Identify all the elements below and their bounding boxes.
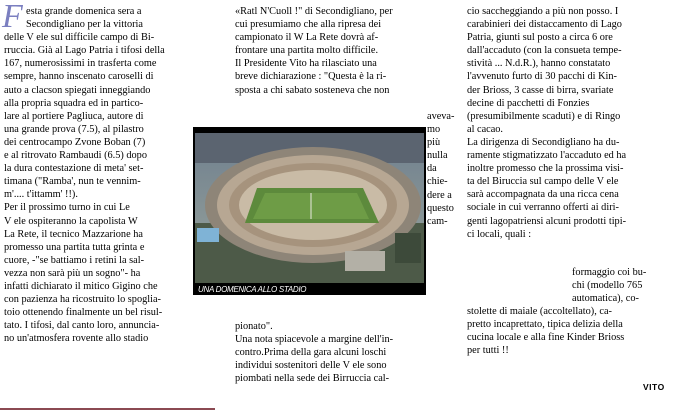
column-2-right-wrap bbox=[427, 110, 457, 228]
column-2-bottom bbox=[235, 320, 445, 385]
text-line: una grande prova (7.5), al pilastro bbox=[4, 123, 144, 135]
text-line: sociale in cui verranno offerti ai diri- bbox=[467, 202, 619, 214]
column-2-top bbox=[235, 5, 445, 97]
text-line: infatti dichiarato il mitico Gigino che bbox=[4, 280, 158, 292]
text-line: cucina locale e alla fine Kinder Brioss bbox=[467, 332, 625, 344]
column-1 bbox=[4, 5, 192, 345]
text-line: Il Presidente Vito ha rilasciato una bbox=[235, 58, 377, 70]
text-line: pionato". bbox=[235, 321, 273, 332]
text-line: mo bbox=[427, 124, 441, 136]
text-line: Una nota spiacevole a margine dell'in- bbox=[235, 334, 394, 346]
text-line: genti lagopatriensi alcuni prodotti tipi- bbox=[467, 215, 626, 227]
text-line: alla propria squadra ed in partico- bbox=[4, 97, 144, 109]
text-line: da bbox=[427, 163, 437, 175]
text-line: lare al portiere Pagliuca, autore di bbox=[4, 110, 144, 122]
text-line: Secondigliano per la vittoria bbox=[26, 19, 143, 31]
text-line: l'avvenuto furto di 30 pacchi di Kin- bbox=[467, 71, 617, 83]
text-line: dere a bbox=[427, 189, 452, 201]
text-line: contro.Prima della gara alcuni loschi bbox=[235, 347, 387, 359]
text-line: 167, numerosissimi in trasferta come bbox=[4, 58, 157, 70]
text-line: formaggio coi bu- bbox=[572, 267, 647, 278]
column-3-bottom bbox=[467, 305, 677, 357]
text-line: stività ... N.d.R.), hanno constatato bbox=[467, 58, 611, 70]
text-line: cui presumiamo che alla ripresa dei bbox=[235, 19, 382, 31]
stadium-photo bbox=[193, 127, 426, 295]
text-line: questo bbox=[427, 202, 454, 214]
text-line: con pazienza ha ricostruito lo spoglia- bbox=[4, 294, 161, 306]
text-line: esta grande domenica sera a bbox=[26, 6, 142, 17]
text-line: dei centrocampo Zvone Boban (7) bbox=[4, 136, 146, 148]
text-line: der Brioss, 3 casse di birra, svariate bbox=[467, 84, 614, 96]
text-line: toio ottenendo finalmente un bel risul- bbox=[4, 307, 163, 319]
text-line: vezza non sarà più un sogno"- ha bbox=[4, 267, 141, 279]
text-line: decine di pacchetti di Fonzies bbox=[467, 97, 590, 109]
text-line: timana ("Ramba', nun te vennim- bbox=[4, 176, 141, 188]
text-line: per tutti !! bbox=[467, 345, 509, 357]
text-line: individui sostenitori delle V ele sono bbox=[235, 360, 387, 372]
text-line: rruccia. Già al Lago Patria i tifosi della bbox=[4, 45, 165, 57]
text-line: automatica), co- bbox=[572, 293, 639, 305]
text-line: cio saccheggiando a più non posso. I bbox=[467, 6, 619, 17]
text-line: sempre, hanno inscenato caroselli di bbox=[4, 71, 154, 83]
text-line: ta del Biruccia sul campo delle V ele bbox=[467, 176, 619, 188]
text-line: m'.... t'ittamm' !!). bbox=[4, 189, 78, 201]
photo-caption: UNA DOMENICA ALLO STADIO bbox=[198, 285, 307, 294]
author-signature: VITO bbox=[643, 382, 665, 392]
text-line: chi (modello 765 bbox=[572, 280, 643, 292]
text-line: tato. I tifosi, dal canto loro, annuncia- bbox=[4, 320, 160, 332]
text-line: promesso una partita tutta grinta e bbox=[4, 241, 145, 253]
text-line: ci locali, quali : bbox=[467, 228, 532, 240]
stadium-illustration bbox=[195, 133, 424, 283]
text-line: più bbox=[427, 137, 441, 149]
text-line: carabinieri dei distaccamento di Lago bbox=[467, 19, 622, 31]
text-line: (presumibilmente scaduti) e di Ringo bbox=[467, 110, 621, 122]
text-line: aveva- bbox=[427, 111, 455, 122]
text-line: cuore, -"se battiamo i retini la sal- bbox=[4, 254, 145, 266]
dropcap: F bbox=[2, 0, 23, 35]
text-line: «Ratl N'Cuoll !" di Secondigliano, per bbox=[235, 6, 393, 17]
text-line: Per il prossimo turno in cui Le bbox=[4, 202, 130, 214]
text-line: la dura contestazione di meta' set- bbox=[4, 163, 144, 175]
text-line: cam- bbox=[427, 215, 448, 227]
text-line: breve dichiarazione : "Questa è la ri- bbox=[235, 71, 387, 83]
text-line: ramente stigmatizzato l'accaduto ed ha bbox=[467, 150, 627, 162]
text-line: auto a clacson spiegati inneggiando bbox=[4, 84, 151, 96]
text-line: La Rete, il tecnico Mazzarione ha bbox=[4, 228, 143, 240]
text-line: chie- bbox=[427, 176, 448, 188]
text-line: La dirigenza di Secondigliano ha du- bbox=[467, 136, 620, 148]
column-3-indent bbox=[572, 266, 678, 305]
text-line: al cacao. bbox=[467, 123, 504, 135]
text-line: pretto incaprettato, tipica delizia della bbox=[467, 319, 623, 331]
text-line: no un'atmosfera rovente allo stadio bbox=[4, 333, 149, 345]
text-line: inoltre promesso che la prossima visi- bbox=[467, 163, 624, 175]
text-line: frontare una partita molto difficile. bbox=[235, 45, 379, 57]
text-line: Patria, giunti sul posto a circa 6 ore bbox=[467, 32, 613, 44]
text-line: nulla bbox=[427, 150, 448, 162]
text-line: e al ritrovato Rambaudi (6.5) dopo bbox=[4, 150, 147, 162]
text-line: delle V ele sul difficile campo di Bi- bbox=[4, 32, 155, 44]
text-line: sposta a chi sabato sosteneva che non bbox=[235, 84, 390, 96]
column-3 bbox=[467, 5, 677, 241]
text-line: sarà accompagnata da una ricca cena bbox=[467, 189, 619, 201]
text-line: stolette di maiale (accoltellato), ca- bbox=[467, 306, 612, 317]
text-line: dall'accaduto (con la consueta tempe- bbox=[467, 45, 622, 57]
text-line: piombati nella sede dei Birruccia cal- bbox=[235, 373, 390, 385]
text-line: V ele ospiteranno la capolista W bbox=[4, 215, 138, 227]
text-line: campionato il W La Rete dovrà af- bbox=[235, 32, 379, 44]
bottom-divider bbox=[0, 408, 215, 410]
